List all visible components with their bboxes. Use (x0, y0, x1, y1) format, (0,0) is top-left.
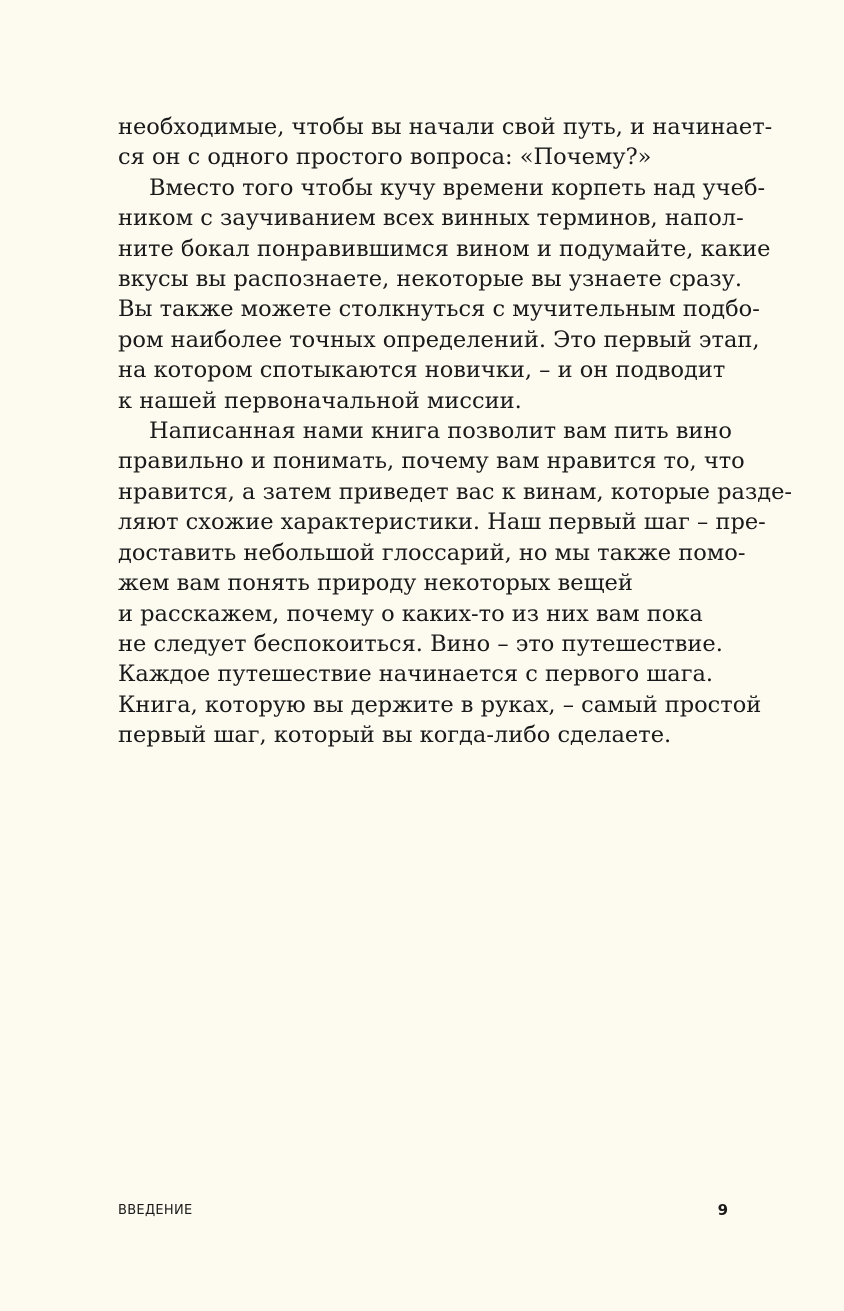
text-line: к нашей первоначальной миссии. (118, 387, 522, 414)
text-line: ся он с одного простого вопроса: «Почему?» (118, 144, 652, 171)
text-line: правильно и понимать, почему вам нравится то, что (118, 448, 745, 475)
text-line: доставить небольшой глоссарий, но мы также помо- (118, 539, 746, 566)
text-line: жем вам понять природу некоторых вещей (118, 570, 633, 597)
text-line: первый шаг, который вы когда-либо сделаете. (118, 722, 672, 749)
text-line: ром наиболее точных определений. Это первый этап, (118, 326, 760, 353)
text-line: ляют схожие характеристики. Наш первый шаг – пре- (118, 509, 766, 536)
text-line: Вы также можете столкнуться с мучительным подбо- (118, 296, 760, 323)
text-line: Вместо того чтобы кучу времени корпеть над учеб- (149, 174, 766, 201)
text-line: вкусы вы распознаете, некоторые вы узнаете сразу. (118, 266, 743, 293)
text-line: ником с заучиванием всех винных терминов, напол- (118, 205, 744, 232)
text-line: Каждое путешествие начинается с первого шага. (118, 661, 714, 688)
page-number: 9 (717, 1201, 728, 1219)
running-footer-section-title: ВВЕДЕНИЕ (118, 1203, 193, 1218)
text-line: Написанная нами книга позволит вам пить вино (149, 418, 732, 445)
text-line: ните бокал понравившимся вином и подумайте, какие (118, 235, 771, 262)
text-line: не следует беспокоиться. Вино – это путешествие. (118, 630, 723, 657)
text-line: нравится, а затем приведет вас к винам, которые разде- (118, 478, 793, 505)
text-line: Книга, которую вы держите в руках, – самый простой (118, 691, 762, 718)
text-line: на котором спотыкаются новички, – и он подводит (118, 357, 726, 384)
body-text (118, 112, 793, 751)
text-line: и расскажем, почему о каких-то из них вам пока (118, 600, 703, 627)
text-line: необходимые, чтобы вы начали свой путь, и начинает- (118, 114, 773, 140)
